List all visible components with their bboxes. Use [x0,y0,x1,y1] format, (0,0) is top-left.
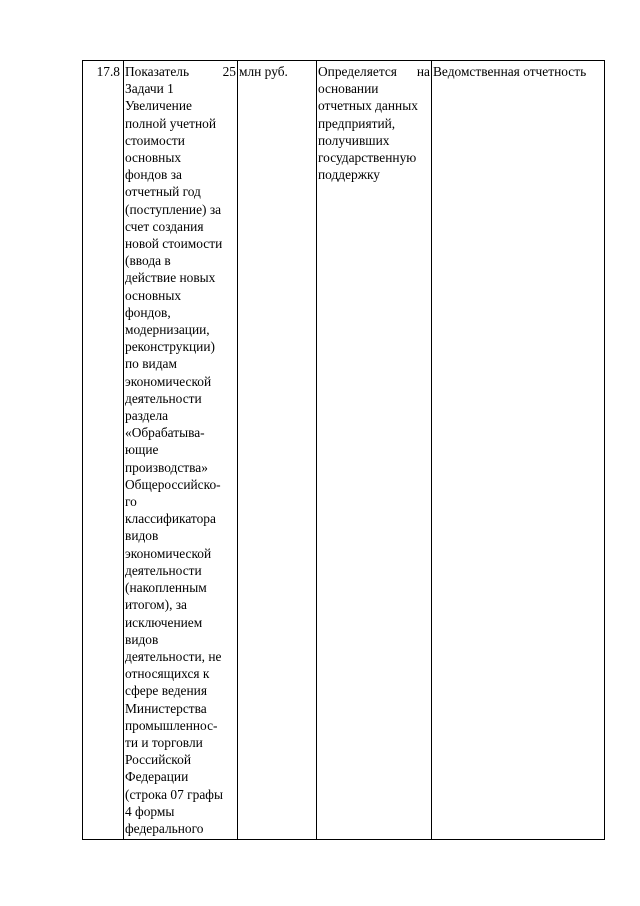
indicator-head-right: 25 [222,64,236,79]
text-line: фондов, [125,304,171,320]
text-line: «Обрабатыва- [125,425,205,441]
text-line: экономической [125,545,212,561]
text-line: Российской [125,752,191,768]
row-number-cell [83,61,124,840]
text-line: экономической [125,373,212,389]
table-row [83,61,605,840]
text-line: основных [125,287,182,303]
indicator-name-text [125,80,236,837]
unit-cell [238,61,317,840]
text-line: ющие [125,442,159,458]
indicator-table [82,60,605,840]
text-line: по видам [125,356,177,372]
text-line: новой стоимости [125,236,223,252]
text-line: раздела [125,408,169,424]
text-line: федерального [125,820,204,836]
row-number: 17.8 [96,64,120,79]
text-line: го [125,494,137,510]
text-line: стоимости [125,132,185,148]
text-line: отчетных данных [318,98,418,114]
text-line: видов [125,528,159,544]
text-line: видов [125,631,159,647]
indicator-name-head [125,63,236,80]
text-line: модернизации, [125,322,210,338]
text-line: предприятий, [318,115,396,131]
source-text: Ведомственная отчетность [433,64,587,79]
text-line: государственную [318,150,417,166]
unit-text: млн руб. [239,64,288,79]
text-line: Министерства [125,700,207,716]
text-line: Общероссийско- [125,476,221,492]
text-line: (ввода в [125,253,171,269]
text-line: полной учетной [125,115,216,131]
text-line: ти и торговли [125,734,203,750]
indicator-head-left: Показатель [125,64,190,79]
text-line: деятельности, не [125,648,222,664]
method-head-right: на [416,64,430,79]
method-head-left: Определяется [318,64,397,79]
text-line: (накопленным [125,580,207,596]
text-line: основании [318,81,379,97]
text-line: фондов за [125,167,182,183]
text-line: сфере ведения [125,683,207,699]
text-line: реконструкции) [125,339,215,355]
indicator-name-cell [124,61,238,840]
text-line: производства» [125,459,208,475]
method-head [318,63,430,80]
text-line: основных [125,150,182,166]
text-line: 4 формы [125,803,175,819]
text-line: классификатора [125,511,216,527]
text-line: деятельности [125,390,202,406]
text-line: (поступление) за [125,201,222,217]
text-line: промышленнос- [125,717,218,733]
text-line: счет создания [125,218,204,234]
method-cell [317,61,432,840]
text-line: деятельности [125,562,202,578]
text-line: получивших [318,132,390,148]
text-line: Задачи 1 [125,81,174,97]
text-line: итогом), за [125,597,187,613]
method-text [318,80,430,183]
text-line: действие новых [125,270,216,286]
text-line: исключением [125,614,203,630]
text-line: (строка 07 графы [125,786,223,802]
text-line: отчетный год [125,184,201,200]
text-line: относящихся к [125,666,210,682]
text-line: Увеличение [125,98,192,114]
text-line: Федерации [125,769,189,785]
text-line: поддержку [318,167,381,183]
source-cell [432,61,605,840]
